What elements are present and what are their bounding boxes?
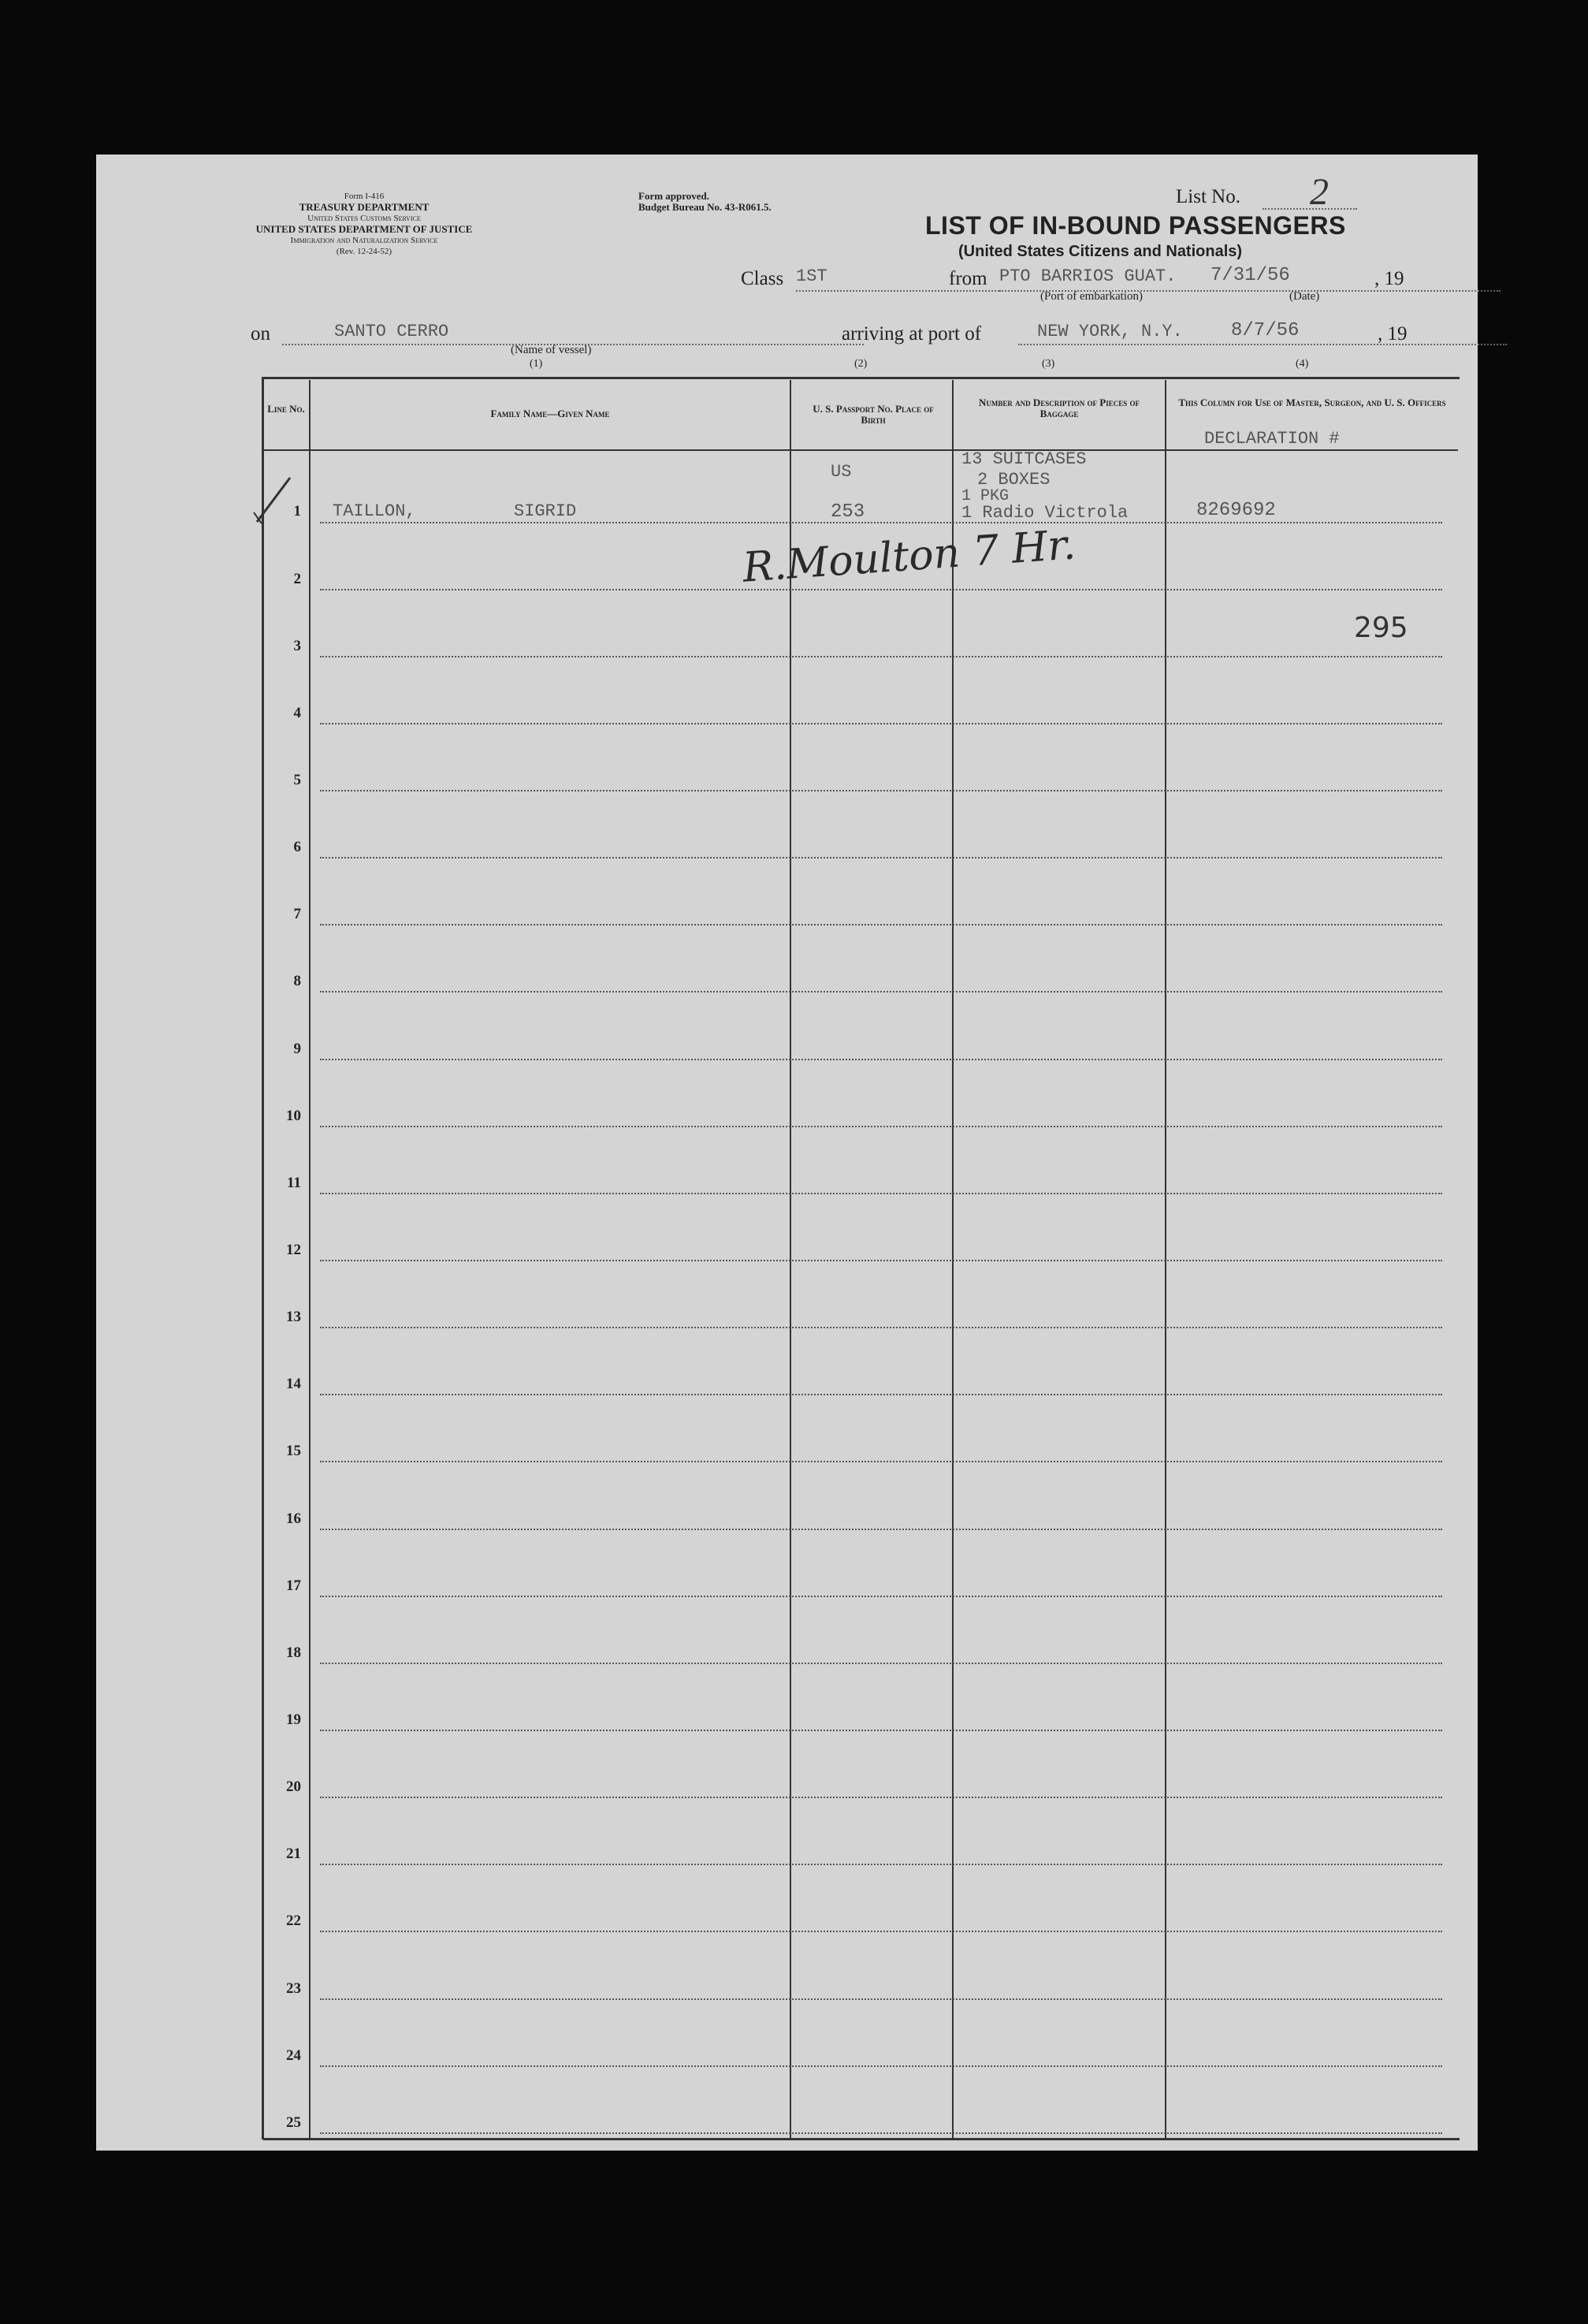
place-of-birth: US	[831, 462, 852, 482]
row-line	[320, 857, 1442, 858]
port-embark-value: PTO BARRIOS GUAT.	[999, 266, 1177, 286]
treasury-dept: TREASURY DEPARTMENT	[299, 201, 430, 213]
row-number: 24	[286, 2047, 301, 2064]
row-number: 19	[286, 1711, 301, 1728]
col-divider-line	[309, 380, 311, 2138]
stamp-number: 295	[1354, 612, 1408, 644]
row-line	[320, 1126, 1442, 1127]
row-line	[320, 1260, 1442, 1261]
row-number: 14	[286, 1376, 301, 1392]
class-line	[796, 290, 999, 292]
declaration-number: 8269692	[1196, 500, 1276, 521]
given-name: SIGRID	[514, 501, 577, 521]
row-line	[320, 522, 1442, 523]
from-label: from	[949, 268, 987, 289]
header-line-no: Line No.	[267, 403, 305, 415]
row-line	[320, 790, 1442, 791]
row-line	[320, 1931, 1442, 1932]
passport-number: 253	[831, 501, 865, 523]
header-baggage: Number and Description of Pieces of Baggage	[979, 397, 1140, 419]
row-line	[320, 1461, 1442, 1462]
row-number: 17	[286, 1577, 301, 1594]
baggage-line: 1 Radio Victrola	[961, 503, 1129, 523]
arriving-label: arriving at port of	[842, 323, 982, 345]
header-passport: U. S. Passport No. Place of Birth	[813, 403, 934, 426]
row-number: 21	[286, 1845, 301, 1862]
arrival-port-value: NEW YORK, N.Y.	[1037, 322, 1183, 341]
header-bottom-border	[263, 449, 1458, 451]
row-line	[320, 1596, 1442, 1597]
row-number: 7	[293, 906, 301, 922]
row-number: 22	[286, 1912, 301, 1929]
class-value: 1ST	[796, 266, 827, 286]
row-number: 15	[286, 1443, 301, 1459]
row-line	[320, 2065, 1442, 2067]
col-divider-name	[790, 380, 791, 2138]
family-name: TAILLON,	[333, 501, 416, 521]
list-no-value: 2	[1310, 171, 1329, 213]
list-no-label: List No.	[1176, 186, 1240, 207]
ins-service: Immigration and Naturalization Service	[290, 236, 438, 245]
baggage-line: 1 PKG	[961, 487, 1010, 505]
col-divider-passport	[952, 380, 954, 2138]
row-number: 2	[293, 571, 301, 587]
agency-block	[246, 191, 482, 257]
row-line	[320, 1864, 1442, 1865]
col-divider-baggage	[1165, 380, 1166, 2138]
row-number: 5	[293, 772, 301, 788]
row-line	[320, 1394, 1442, 1395]
row-line	[320, 1327, 1442, 1328]
date-caption: (Date)	[1289, 290, 1320, 303]
class-label: Class	[741, 268, 784, 289]
arrival-date-value: 8/7/56	[1231, 320, 1300, 341]
declaration-label: DECLARATION #	[1204, 429, 1340, 449]
check-mark-icon	[251, 473, 306, 528]
approval-block	[638, 191, 772, 213]
passenger-list-form	[96, 155, 1478, 2151]
arrival-line	[1018, 344, 1507, 345]
row-number: 23	[286, 1980, 301, 1997]
port-embark-caption: (Port of embarkation)	[1040, 290, 1143, 303]
row-number: 13	[286, 1309, 301, 1325]
form-subtitle: (United States Citizens and Nationals)	[958, 243, 1243, 260]
on-label: on	[251, 323, 270, 345]
handwritten-signature: R.Moulton 7 Hr.	[741, 521, 1077, 592]
row-number: 12	[286, 1242, 301, 1258]
embark-date-value: 7/31/56	[1211, 265, 1290, 286]
header-name: Family Name—Given Name	[490, 408, 610, 419]
baggage-line: 13 SUITCASES	[961, 449, 1087, 469]
table-top-border	[262, 377, 1460, 379]
row-number: 1	[293, 503, 301, 520]
form-approved: Form approved.	[638, 190, 710, 202]
row-line	[320, 1059, 1442, 1060]
vessel-caption: (Name of vessel)	[511, 344, 592, 356]
col-num-2: (2)	[854, 358, 868, 370]
row-number: 9	[293, 1041, 301, 1057]
row-line	[320, 656, 1442, 657]
vessel-value: SANTO CERRO	[334, 322, 449, 341]
col-num-1: (1)	[530, 358, 543, 370]
row-line	[320, 2132, 1442, 2134]
row-line	[320, 1193, 1442, 1194]
row-line	[320, 1529, 1442, 1530]
baggage-line: 2 BOXES	[977, 470, 1051, 490]
row-line	[320, 1998, 1442, 2000]
justice-dept: UNITED STATES DEPARTMENT OF JUSTICE	[255, 223, 473, 235]
table-bottom-border	[263, 2138, 1460, 2140]
col-num-3: (3)	[1042, 358, 1055, 370]
row-number: 4	[293, 705, 301, 721]
form-number: Form I-416	[344, 192, 385, 201]
year-prefix-1: , 19	[1374, 268, 1404, 289]
customs-service: United States Customs Service	[307, 214, 421, 223]
row-line	[320, 1730, 1442, 1731]
year-prefix-2: , 19	[1378, 323, 1408, 345]
form-title: LIST OF IN-BOUND PASSENGERS	[925, 211, 1346, 240]
revision-date: (Rev. 12-24-52)	[336, 247, 392, 256]
header-officers: This Column for Use of Master, Surgeon, and U. S. Officers	[1178, 397, 1446, 408]
col-num-4: (4)	[1296, 358, 1309, 370]
row-line	[320, 1663, 1442, 1664]
row-number: 25	[286, 2114, 301, 2131]
row-number: 18	[286, 1644, 301, 1661]
row-number: 11	[287, 1175, 301, 1191]
row-line	[320, 723, 1442, 724]
row-number: 8	[293, 973, 301, 989]
row-number: 3	[293, 638, 301, 654]
row-line	[320, 1797, 1442, 1798]
row-line	[320, 924, 1442, 926]
row-number: 16	[286, 1510, 301, 1527]
row-line	[320, 991, 1442, 993]
row-number: 20	[286, 1778, 301, 1795]
row-number: 6	[293, 839, 301, 855]
row-line	[320, 589, 1442, 590]
row-number: 10	[286, 1108, 301, 1124]
budget-bureau: Budget Bureau No. 43-R061.5.	[638, 201, 772, 213]
